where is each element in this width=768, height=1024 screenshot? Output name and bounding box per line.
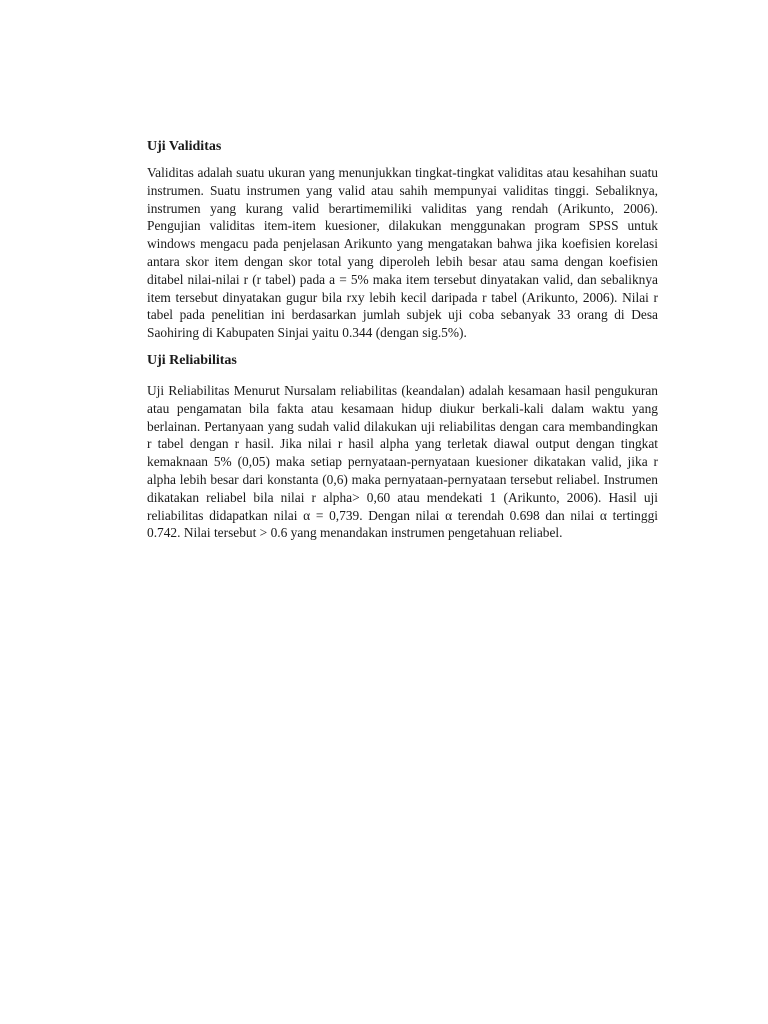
section-paragraph-reliabilitas: Uji Reliabilitas Menurut Nursalam reliabilitas (keandalan) adalah kesamaan hasil pengukuran atau pengamatan bila fakta atau kesamaan hidup diukur berkali-kali dalam waktu yang berlainan. Pertanyaan yang sudah valid dilakukan uji reliabilitas dengan cara membandingkan r tabel dengan r hasil. Jika nilai r hasil alpha yang terletak diawal output dengan tingkat kemaknaan 5% (0,05) maka setiap pernyataan-pernyataan kuesioner dikatakan valid, jika r alpha lebih besar dari konstanta (0,6) maka pernyataan-pernyataan tersebut reliabel. Instrumen dikatakan reliabel bila nilai r alpha> 0,60 atau mendekati 1 (Arikunto, 2006). Hasil uji reliabilitas didapatkan nilai α = 0,739. Dengan nilai α terendah 0.698 dan nilai α tertinggi 0.742. Nilai tersebut > 0.6 yang menandakan instrumen pengetahuan reliabel. (147, 382, 658, 541)
section-heading-reliabilitas: Uji Reliabilitas (147, 352, 237, 368)
section-paragraph-validitas: Validitas adalah suatu ukuran yang menunjukkan tingkat-tingkat validitas atau kesahihan suatu instrumen. Suatu instrumen yang valid atau sahih mempunyai validitas tinggi. Sebaliknya, instrumen yang kurang valid berartimemiliki validitas yang rendah (Arikunto, 2006). Pengujian validitas item-item kuesioner, dilakukan menggunakan program SPSS untuk windows mengacu pada penjelasan Arikunto yang mengatakan bahwa jika koefisien korelasi antara skor item dengan skor total yang diperoleh lebih besar atau sama dengan koefisien ditabel nilai-nilai r (r tabel) pada a = 5% maka item tersebut dinyatakan valid, dan sebaliknya item tersebut dinyatakan gugur bila rxy lebih kecil daripada r tabel (Arikunto, 2006). Nilai r tabel pada penelitian ini berdasarkan jumlah subjek uji coba sebanyak 33 orang di Desa Saohiring di Kabupaten Sinjai yaitu 0.344 (dengan sig.5%). (147, 165, 658, 341)
document-page (147, 132, 658, 542)
section-heading-validitas: Uji Validitas (147, 139, 222, 154)
